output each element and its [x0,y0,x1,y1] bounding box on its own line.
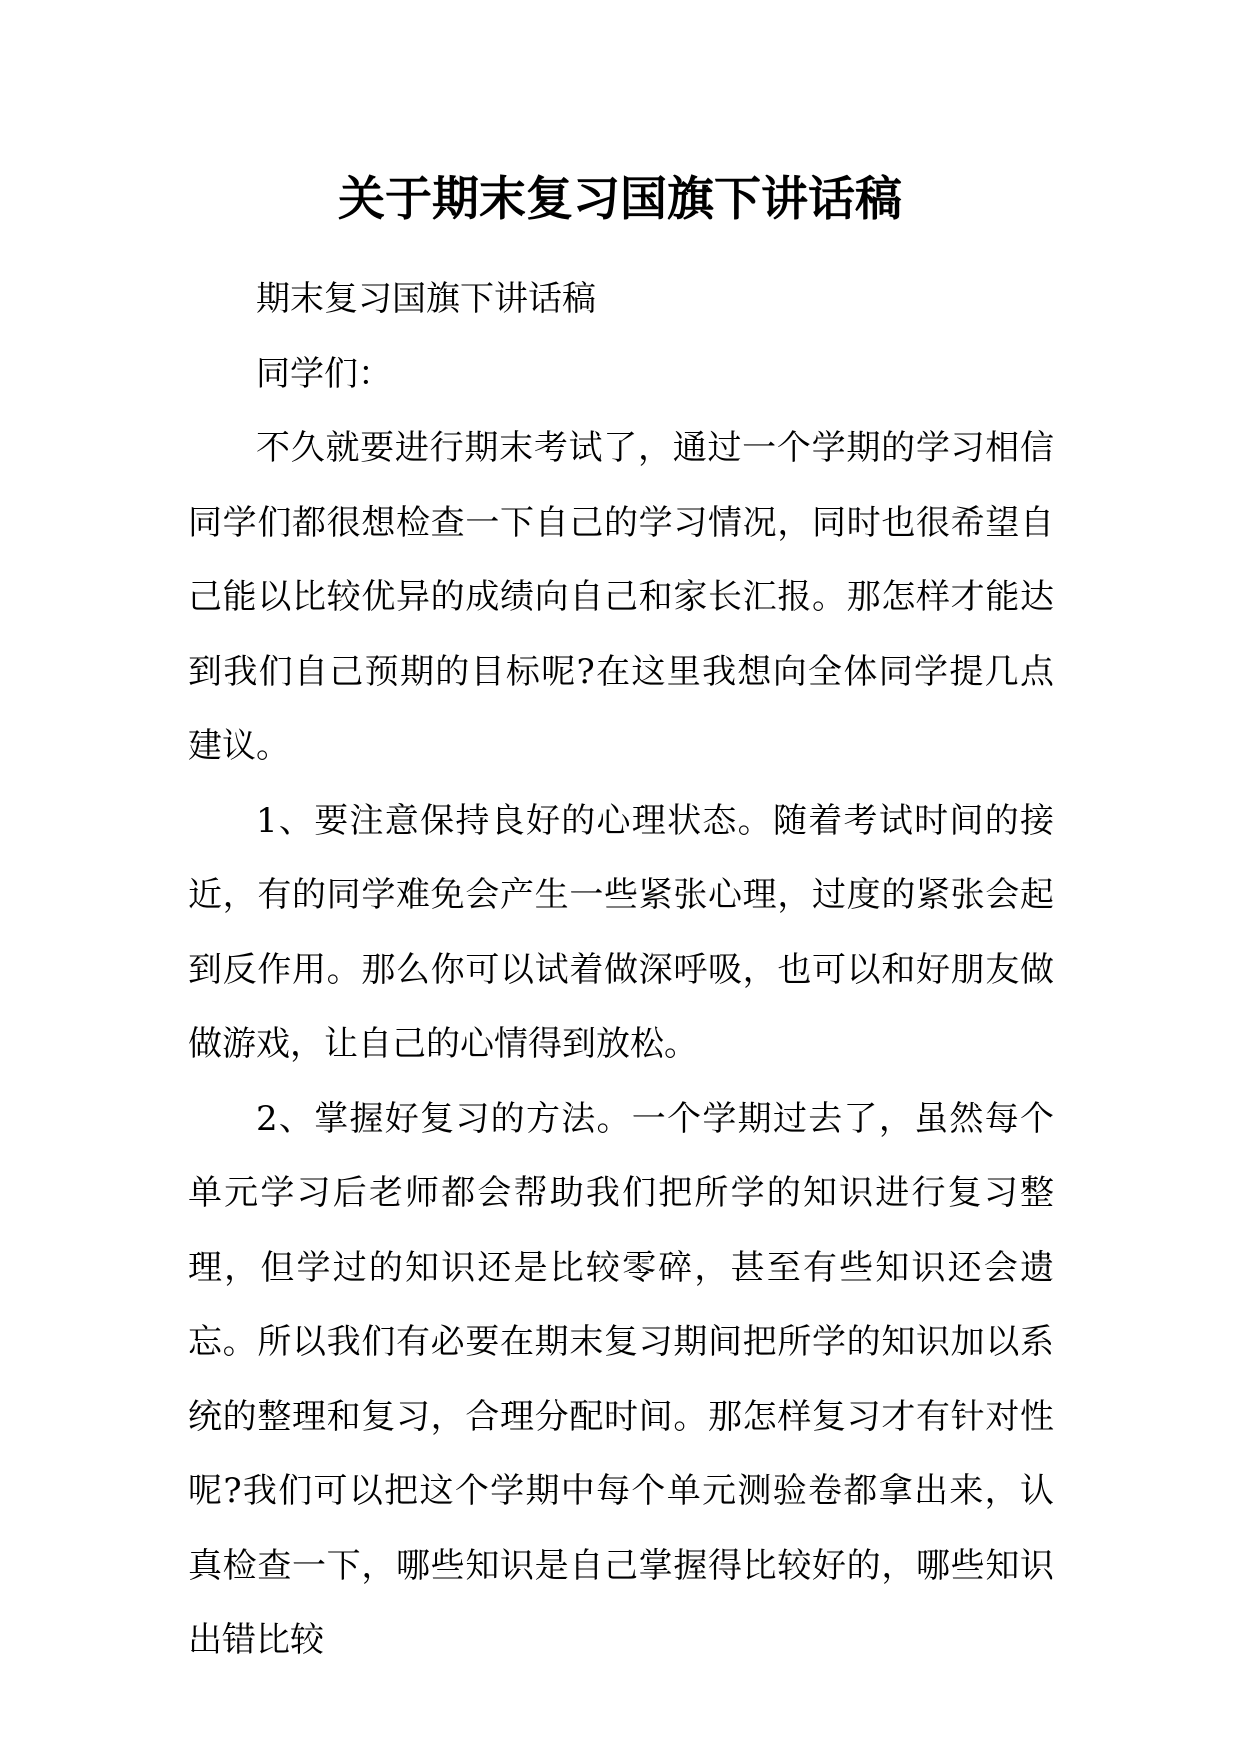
paragraph-subtitle: 期末复习国旗下讲话稿 [256,279,596,319]
paragraph-introduction: 不久就要进行期末考试了，通过一个学期的学习相信同学们都很想检查一下自己的学习情况，同时也很希望自己能以比较优异的成绩向自己和家长汇报。那怎样才能达到我们自己预期的目标呢?在这里我想向全体同学提几点建议。 [188,428,1054,766]
document-title: 关于期末复习国旗下讲话稿 [338,172,902,227]
paragraph-greeting: 同学们： [256,353,392,394]
document-body [188,262,1054,1678]
paragraph-point-1: 1、要注意保持良好的心理状态。随着考试时间的接近，有的同学难免会产生一些紧张心理，过度的紧张会起到反作用。那么你可以试着做深呼吸，也可以和好朋友做做游戏，让自己的心情得到放松。 [188,800,1054,1064]
paragraph-point-2: 2、掌握好复习的方法。一个学期过去了，虽然每个单元学习后老师都会帮助我们把所学的知识进行复习整理，但学过的知识还是比较零碎，甚至有些知识还会遗忘。所以我们有必要在期末复习期间把所学的知识加以系统的整理和复习，合理分配时间。那怎样复习才有针对性呢?我们可以把这个学期中每个单元测验卷都拿出来，认真检查一下，哪些知识是自己掌握得比较好的，哪些知识出错比较 [188,1098,1054,1660]
